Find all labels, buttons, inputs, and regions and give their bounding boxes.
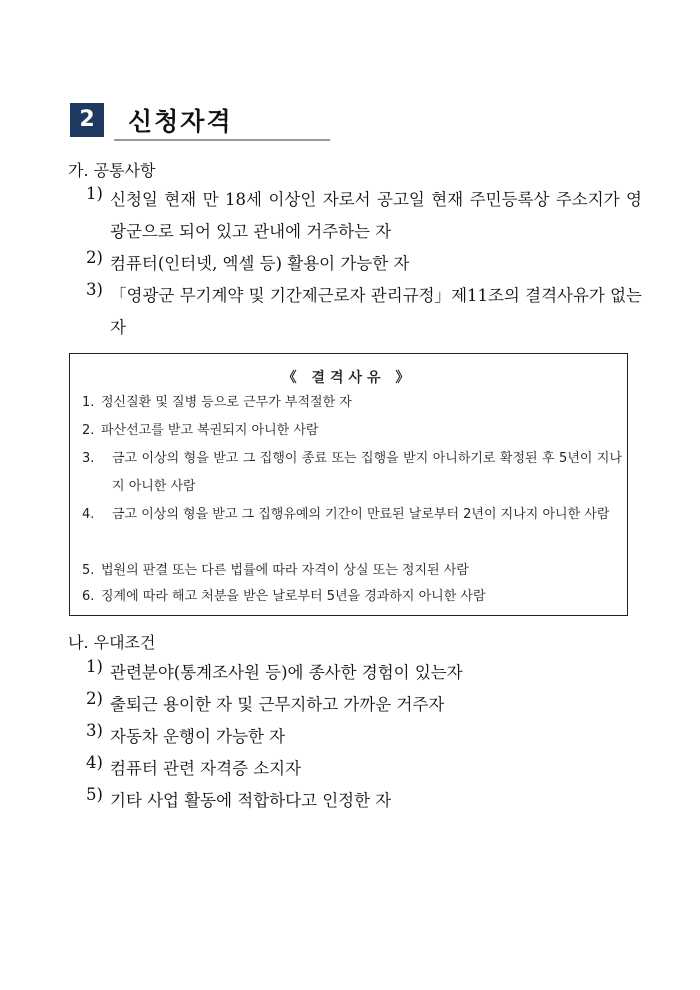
disqualification-item-number: 6.	[82, 589, 95, 604]
list-item-number: 5)	[86, 785, 103, 804]
disqualification-item	[82, 389, 622, 417]
list-item-number: 4)	[86, 753, 103, 772]
disqualification-item-text: 금고 이상의 형을 받고 그 집행유예의 기간이 만료된 날로부터 2년이 지나지 아니한 사람	[112, 507, 610, 522]
list-item-number: 2)	[86, 689, 103, 708]
disqualification-item-text: 법원의 판결 또는 다른 법률에 따라 자격이 상실 또는 정지된 사람	[101, 563, 469, 578]
disqualification-item	[82, 557, 622, 585]
list-item-number: 1)	[86, 184, 103, 203]
disqualification-item	[82, 445, 622, 501]
list-item-number: 3)	[86, 721, 103, 740]
list-item-number: 2)	[86, 248, 103, 267]
list-item	[86, 785, 642, 817]
list-item-number: 1)	[86, 657, 103, 676]
section-heading-title: 신청자격	[128, 107, 233, 136]
list-item	[86, 753, 642, 785]
list-item-number: 3)	[86, 280, 103, 299]
list-item	[86, 657, 642, 689]
disqualification-item-number: 5.	[82, 563, 95, 578]
list-item-text: 컴퓨터 관련 자격증 소지자	[110, 759, 302, 778]
list-item-text: 관련분야(통계조사원 등)에 종사한 경험이 있는자	[110, 663, 463, 682]
section-number-badge: 2	[70, 103, 104, 137]
list-item-text: 출퇴근 용이한 자 및 근무지하고 가까운 거주자	[110, 695, 445, 714]
list-item-text: 자동차 운행이 가능한 자	[110, 727, 286, 746]
list-item	[86, 689, 642, 721]
disqualification-item-text: 파산선고를 받고 복권되지 아니한 사람	[101, 423, 319, 438]
disqualification-item-number: 3.	[82, 451, 95, 466]
preferred-conditions-title: 나. 우대조건	[68, 633, 156, 652]
disqualification-item-number: 1.	[82, 395, 95, 410]
disqualification-box	[69, 353, 628, 616]
disqualification-item	[82, 583, 622, 611]
list-item	[86, 248, 642, 280]
disqualification-item	[82, 501, 622, 529]
list-item-text: 신청일 현재 만 18세 이상인 자로서 공고일 현재 주민등록상 주소지가 영광군으로 되어 있고 관내에 거주하는 자	[110, 190, 642, 241]
list-item-text: 컴퓨터(인터넷, 엑셀 등) 활용이 가능한 자	[110, 254, 410, 273]
list-item	[86, 280, 642, 344]
disqualification-item-text: 금고 이상의 형을 받고 그 집행이 종료 또는 집행을 받지 아니하기로 확정된 후 5년이 지나지 아니한 사람	[112, 451, 622, 494]
disqualification-item-number: 4.	[82, 507, 95, 522]
common-requirements-title: 가. 공통사항	[68, 161, 156, 180]
list-item-text: 기타 사업 활동에 적합하다고 인정한 자	[110, 791, 392, 810]
disqualification-item-text: 징계에 따라 해고 처분을 받은 날로부터 5년을 경과하지 아니한 사람	[101, 589, 486, 604]
list-item	[86, 721, 642, 753]
disqualification-item-text: 정신질환 및 질병 등으로 근무가 부적절한 자	[101, 395, 352, 410]
list-item	[86, 184, 642, 248]
list-item-text: 「영광군 무기계약 및 기간제근로자 관리규정」제11조의 결격사유가 없는 자	[110, 286, 642, 337]
heading-underline	[114, 139, 330, 141]
disqualification-box-title: 《 결격사유 》	[282, 370, 415, 386]
disqualification-item	[82, 417, 622, 445]
disqualification-item-number: 2.	[82, 423, 95, 438]
